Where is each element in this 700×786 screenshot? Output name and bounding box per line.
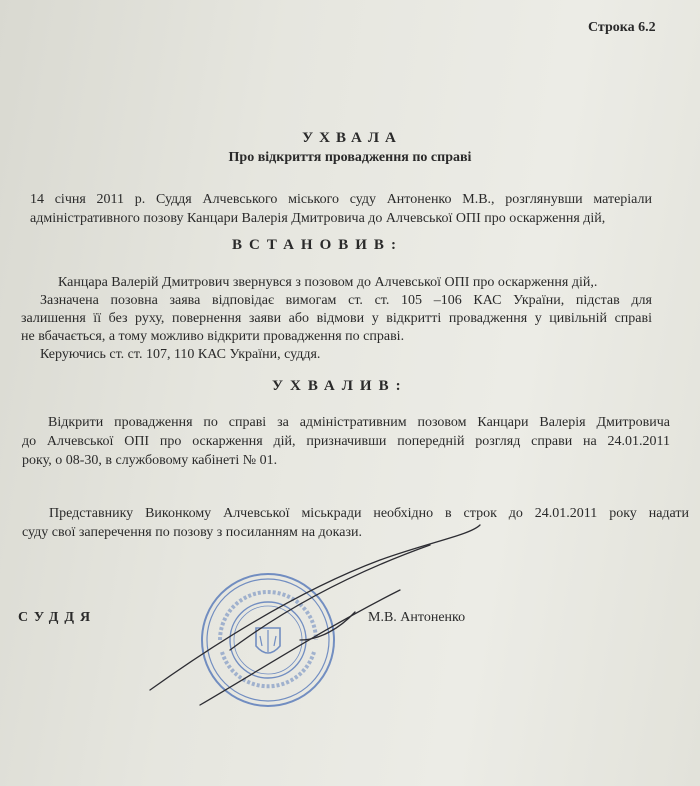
ruled-line-1: Відкрити провадження по справі за адміністративним позовом Канцари Валерія Дмитровича (48, 415, 670, 430)
judge-name: М.В. Антоненко (368, 610, 466, 625)
ruled-line-2-wrap (22, 434, 670, 450)
intro-line-1: 14 січня 2011 р. Суддя Алчевського міського суду Антоненко М.В., розглянувши матеріали (30, 192, 652, 207)
representative-line-1: Представнику Виконкому Алчевської міськради необхідно в строк до 24.01.2011 року надати (49, 506, 689, 521)
established-line-4: не вбачається, а тому можливо відкрити провадження по справі. (21, 329, 405, 344)
representative-line-2: суду свої заперечення по позову з посиланням на докази. (22, 525, 362, 540)
heading-ruled: УХВАЛИВ: (272, 378, 408, 394)
heading-established: ВСТАНОВИВ: (232, 237, 403, 253)
established-line-2-wrap (40, 293, 652, 309)
document-title: УХВАЛА (302, 130, 402, 146)
ruled-line-1-wrap (48, 415, 670, 431)
representative-line-1-wrap (49, 506, 689, 522)
established-line-1: Канцара Валерій Дмитрович звернувся з позовом до Алчевської ОПІ про оскарження дій,. (58, 275, 598, 290)
document-subtitle: Про відкриття провадження по справі (228, 150, 472, 165)
intro-paragraph (30, 192, 652, 208)
established-line-3-wrap (21, 311, 652, 327)
established-line-5: Керуючись ст. ст. 107, 110 КАС України, суддя. (40, 347, 321, 362)
established-line-3: залишення її без руху, повернення заяви або відмови у відкритті провадження у цивільній справі (21, 311, 652, 326)
judge-label: СУДДЯ (18, 610, 97, 625)
court-seal-stamp (198, 570, 338, 710)
intro-line-2: адміністративного позову Канцари Валерія Дмитровича до Алчевської ОПІ про оскарження дій, (30, 211, 606, 226)
established-line-2: Зазначена позовна заява відповідає вимогам ст. ст. 105 –106 КАС України, підстав для (40, 293, 652, 308)
ruled-line-3: року, о 08-30, в службовому кабінеті № 01. (22, 453, 278, 468)
document-reference: Строка 6.2 (588, 20, 656, 35)
ruled-line-2: до Алчевської ОПІ про оскарження дій, призначивши попередній розгляд справи на 24.01.2011 (22, 434, 670, 449)
